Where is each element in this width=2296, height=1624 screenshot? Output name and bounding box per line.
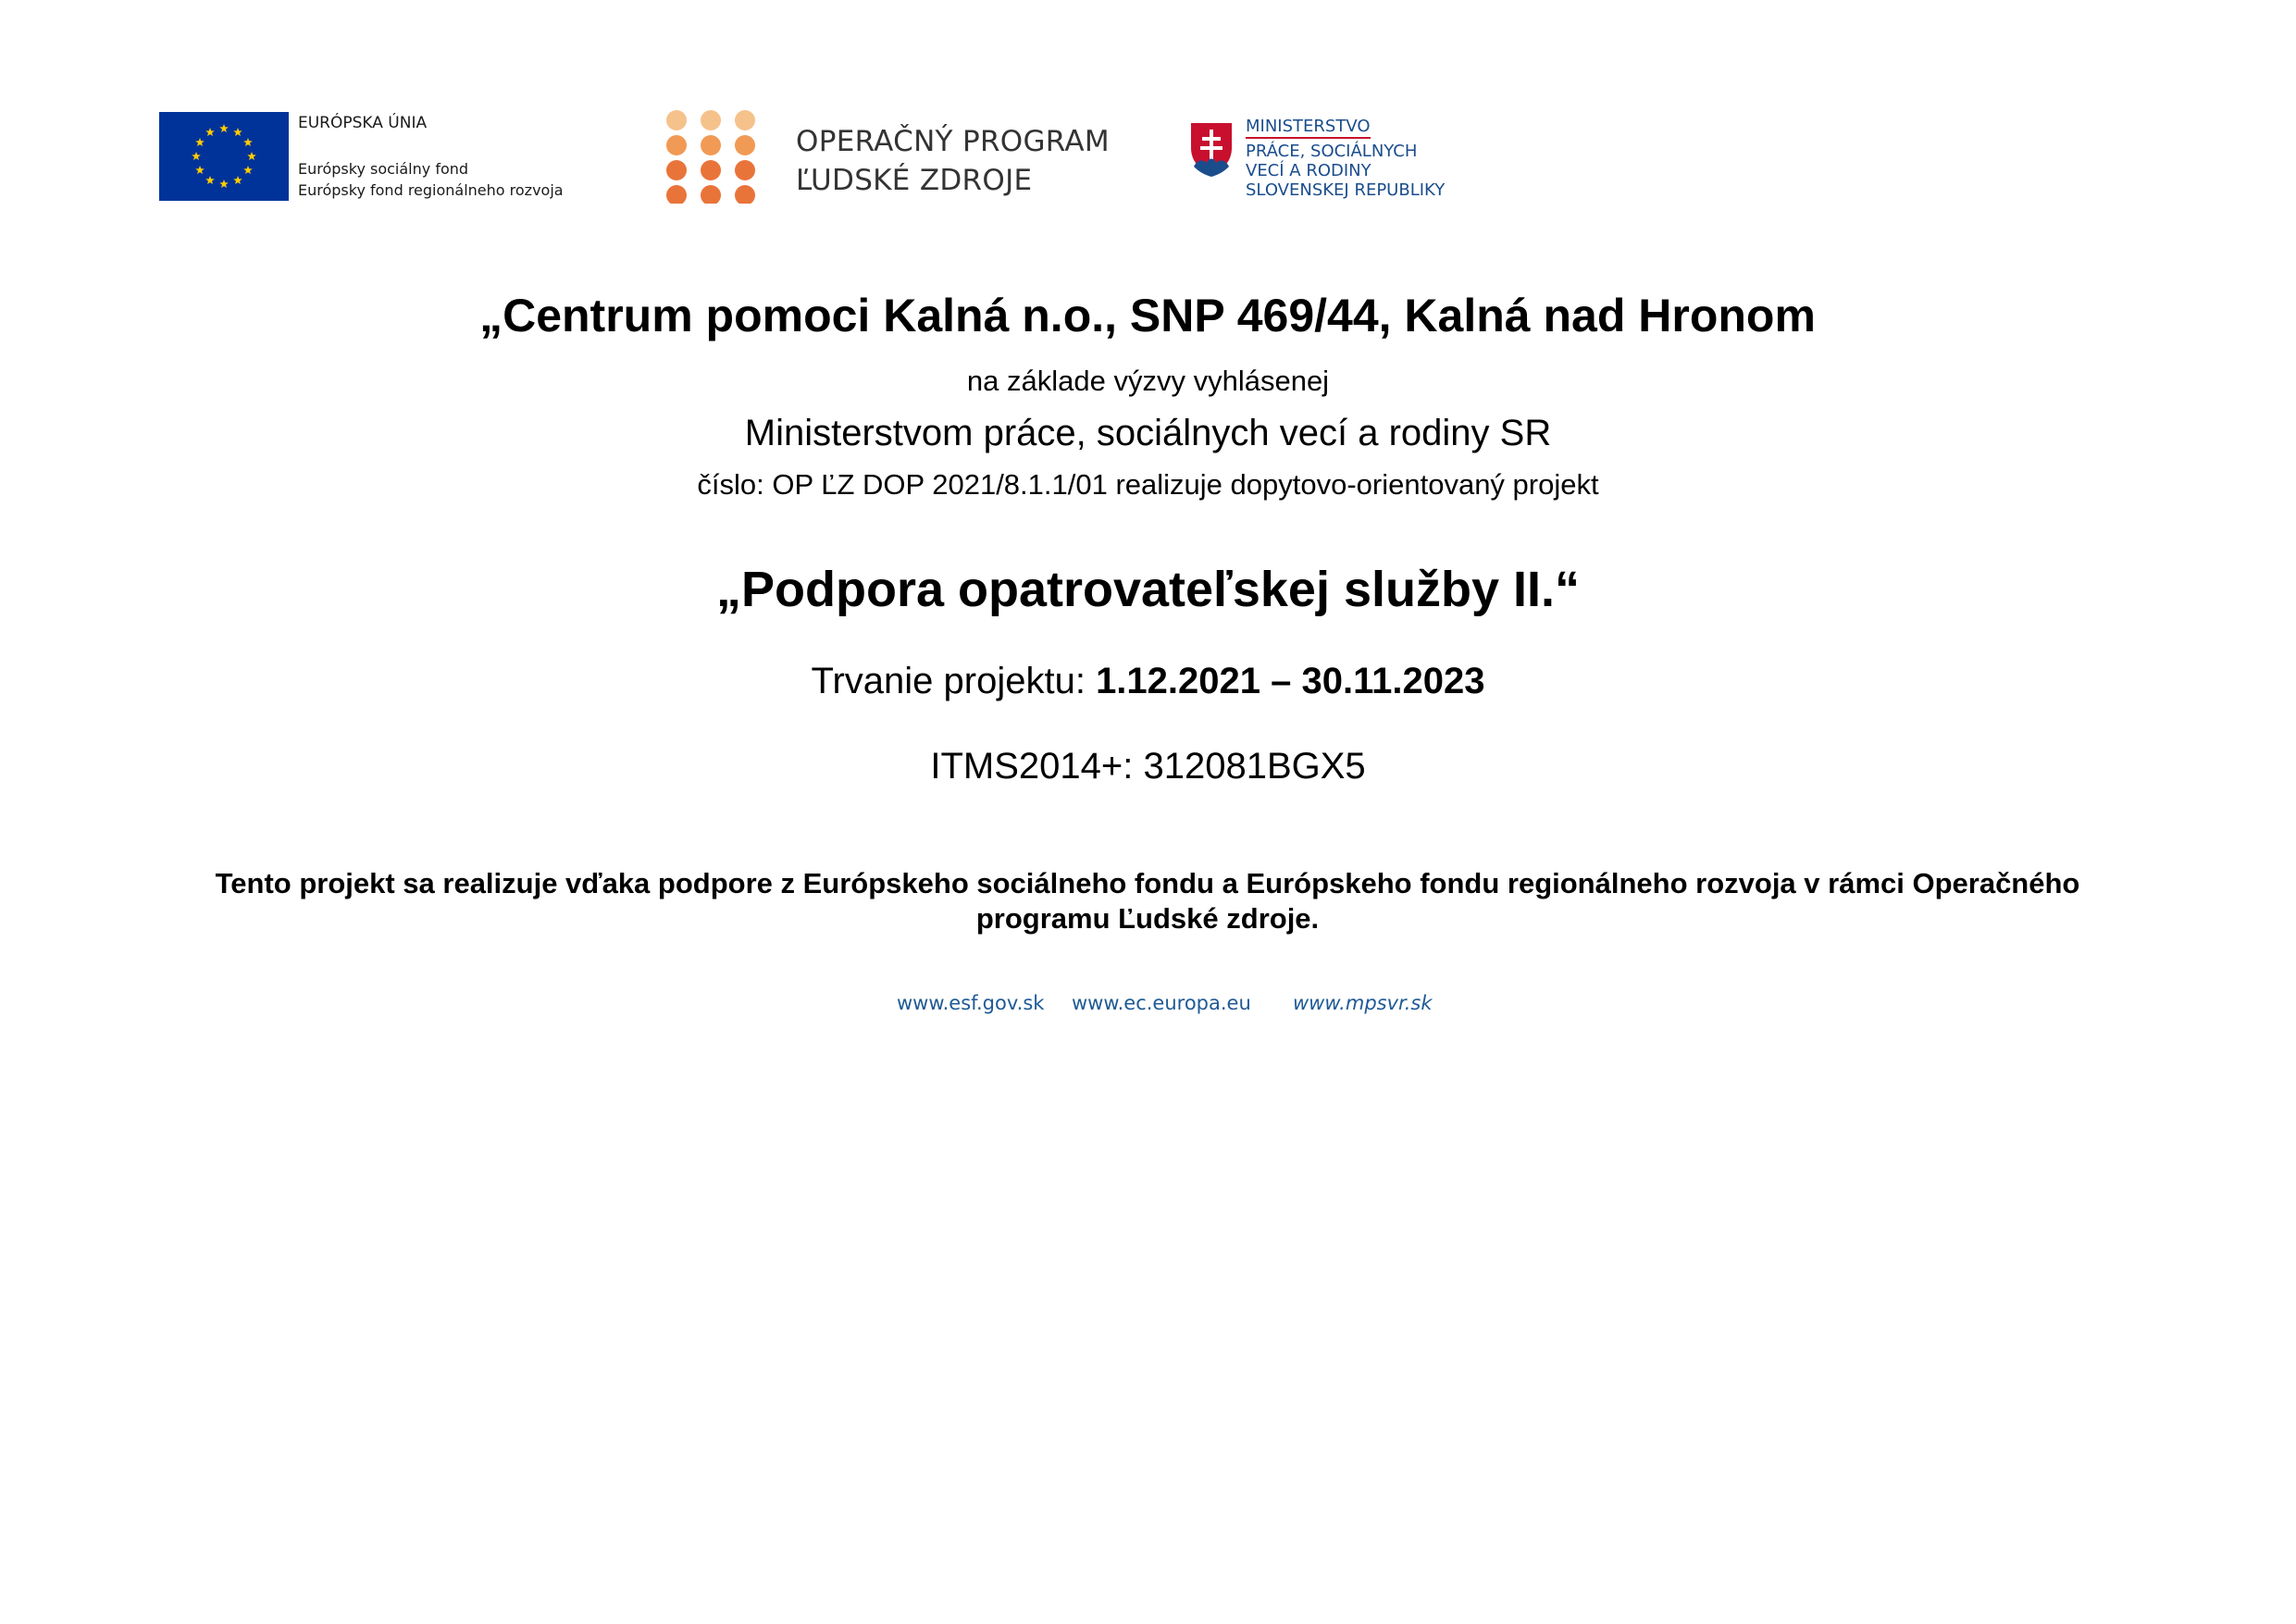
project-title: „Podpora opatrovateľskej služby II.“ [715, 562, 1581, 617]
duration-value: 1.12.2021 – 30.11.2023 [1096, 661, 1485, 701]
op-dot-icon [701, 110, 721, 130]
call-number-text: číslo: OP ĽZ DOP 2021/8.1.1/01 realizuje dopytovo-orientovaný projekt [697, 468, 1599, 501]
op-logo-line1: OPERAČNÝ PROGRAM [796, 125, 1110, 158]
link-esf[interactable]: www.esf.gov.sk [897, 992, 1045, 1014]
op-dot-icon [735, 160, 755, 180]
op-dot-icon [701, 160, 721, 180]
eu-logo-line2: Európsky fond regionálneho rozvoja [298, 181, 564, 199]
op-dot-icon [735, 110, 755, 130]
link-ec-europa[interactable]: www.ec.europa.eu [1072, 992, 1251, 1014]
itms-code: ITMS2014+: 312081BGX5 [930, 746, 1366, 787]
call-intro-text: na základe výzvy vyhlásenej [966, 365, 1330, 397]
op-dot-icon [701, 135, 721, 155]
logo-bar [0, 0, 2296, 222]
op-dot-icon [735, 135, 755, 155]
op-logo-text [796, 122, 1110, 200]
ministry-logo-text [1246, 117, 1445, 200]
eu-flag-icon [159, 112, 289, 201]
op-dot-icon [666, 110, 687, 130]
link-mpsvr[interactable]: www.mpsvr.sk [1293, 992, 1433, 1014]
op-ludske-zdroje-logo [664, 109, 1127, 204]
ministry-name-text: Ministerstvom práce, sociálnych vecí a rodiny SR [744, 413, 1552, 453]
people-dots-icon [664, 109, 759, 204]
op-dot-icon [666, 135, 687, 155]
op-dot-icon [666, 185, 687, 204]
funding-statement: Tento projekt sa realizuje vďaka podpore z Európskeho sociálneho fondu a Európskeho fondu regionálneho rozvoja v rámci Operačného programu Ľudské zdroje. [215, 867, 2080, 935]
op-dot-icon [735, 185, 755, 204]
ministry-logo-line1: PRÁCE, SOCIÁLNYCH [1246, 142, 1418, 161]
ministry-logo-line2: VECÍ A RODINY [1246, 161, 1371, 180]
project-duration [0, 661, 2296, 702]
ministry-logo-title: MINISTERSTVO [1246, 117, 1371, 139]
op-dot-icon [701, 185, 721, 204]
eu-logo-line1: Európsky sociálny fond [298, 160, 469, 178]
slovak-coat-of-arms-icon [1188, 120, 1235, 178]
op-logo-line2: ĽUDSKÉ ZDROJE [796, 164, 1033, 197]
duration-label: Trvanie projektu: [811, 661, 1097, 701]
ministry-logo [1188, 117, 1484, 209]
op-dot-icon [666, 160, 687, 180]
eu-logo-title: EURÓPSKA ÚNIA [298, 114, 428, 132]
organization-title: „Centrum pomoci Kalná n.o., SNP 469/44, Kalná nad Hronom [479, 290, 1816, 341]
eu-logo [159, 112, 622, 201]
footer-links [0, 992, 2296, 1023]
ministry-logo-line3: SLOVENSKEJ REPUBLIKY [1246, 180, 1446, 200]
